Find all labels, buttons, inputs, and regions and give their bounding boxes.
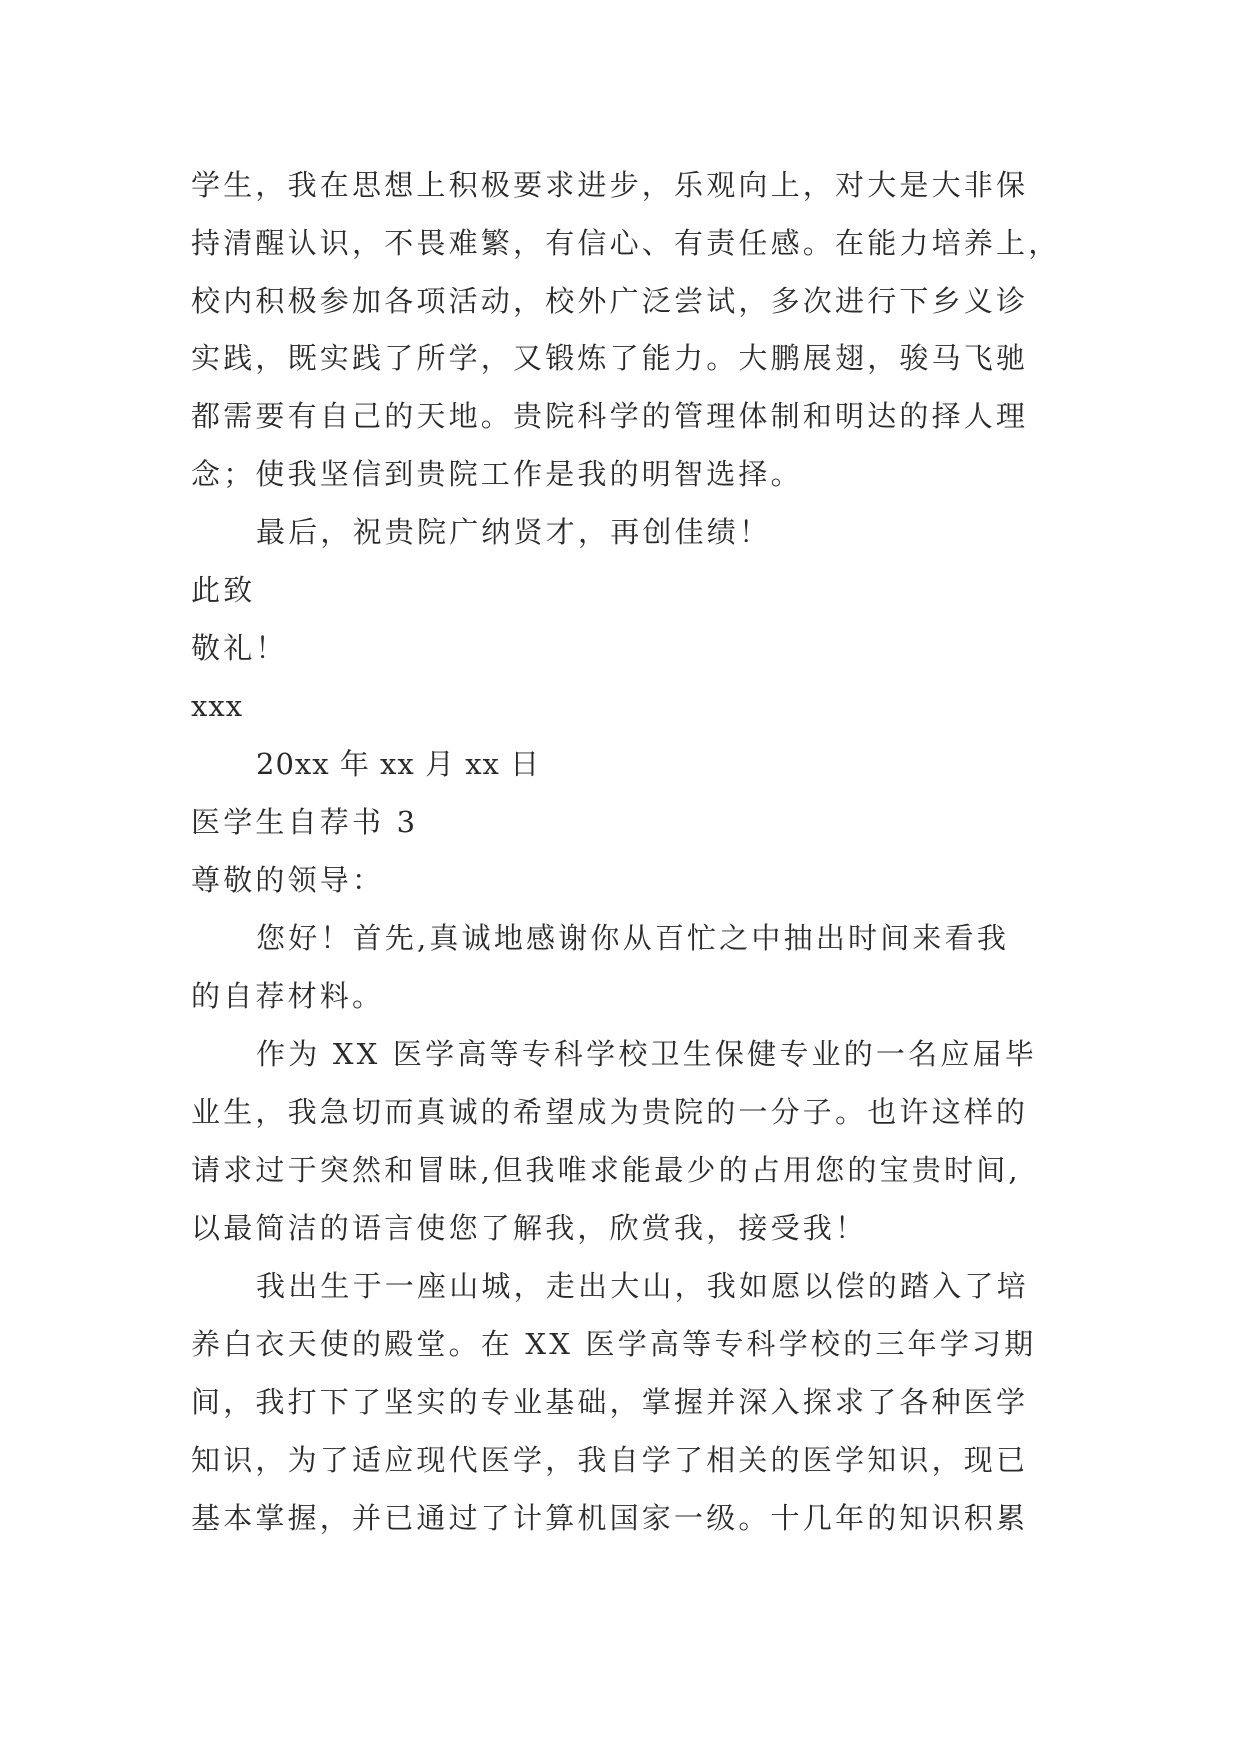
signature-date: 20xx 年 xx 月 xx 日 — [256, 747, 541, 781]
body-line: 我出生于一座山城，走出大山，我如愿以偿的踏入了培 — [256, 1269, 1029, 1303]
body-line: 业生，我急切而真诚的希望成为贵院的一分子。也许这样的 — [191, 1095, 1029, 1129]
body-line: 的自荐材料。 — [191, 979, 385, 1013]
body-line: 校内积极参加各项活动，校外广泛尝试，多次进行下乡义诊 — [191, 284, 1029, 318]
salutation-closing: 此致 — [191, 573, 256, 607]
closing-wish: 最后，祝贵院广纳贤才，再创佳绩！ — [256, 515, 772, 549]
body-line: 念；使我坚信到贵院工作是我的明智选择。 — [191, 457, 803, 491]
section-title: 医学生自荐书 3 — [191, 805, 419, 839]
body-line: 间，我打下了坚实的专业基础，掌握并深入探求了各种医学 — [191, 1385, 1029, 1419]
body-line: 持清醒认识，不畏难繁，有信心、有责任感。在能力培养上， — [191, 226, 1061, 260]
body-line: 都需要有自己的天地。贵院科学的管理体制和明达的择人理 — [191, 399, 1029, 433]
body-line: 基本掌握，并已通过了计算机国家一级。十几年的知识积累 — [191, 1501, 1029, 1535]
body-line: 您好！首先,真诚地感谢你从百忙之中抽出时间来看我 — [256, 921, 1010, 955]
body-line: 实践，既实践了所学，又锻炼了能力。大鹏展翅，骏马飞驰 — [191, 341, 1029, 375]
body-line: 养白衣天使的殿堂。在 XX 医学高等专科学校的三年学习期 — [191, 1327, 1037, 1361]
body-line: 学生，我在思想上积极要求进步，乐观向上，对大是大非保 — [191, 168, 1029, 202]
body-line: 知识，为了适应现代医学，我自学了相关的医学知识，现已 — [191, 1443, 1029, 1477]
salutation-regards: 敬礼！ — [191, 631, 288, 665]
greeting: 尊敬的领导： — [191, 863, 385, 897]
body-line: 请求过于突然和冒昧,但我唯求能最少的占用您的宝贵时间, — [191, 1153, 1021, 1187]
body-line: 作为 XX 医学高等专科学校卫生保健专业的一名应届毕 — [256, 1037, 1037, 1071]
signature-name: xxx — [191, 689, 244, 723]
body-line: 以最简洁的语言使您了解我，欣赏我，接受我！ — [191, 1211, 868, 1245]
